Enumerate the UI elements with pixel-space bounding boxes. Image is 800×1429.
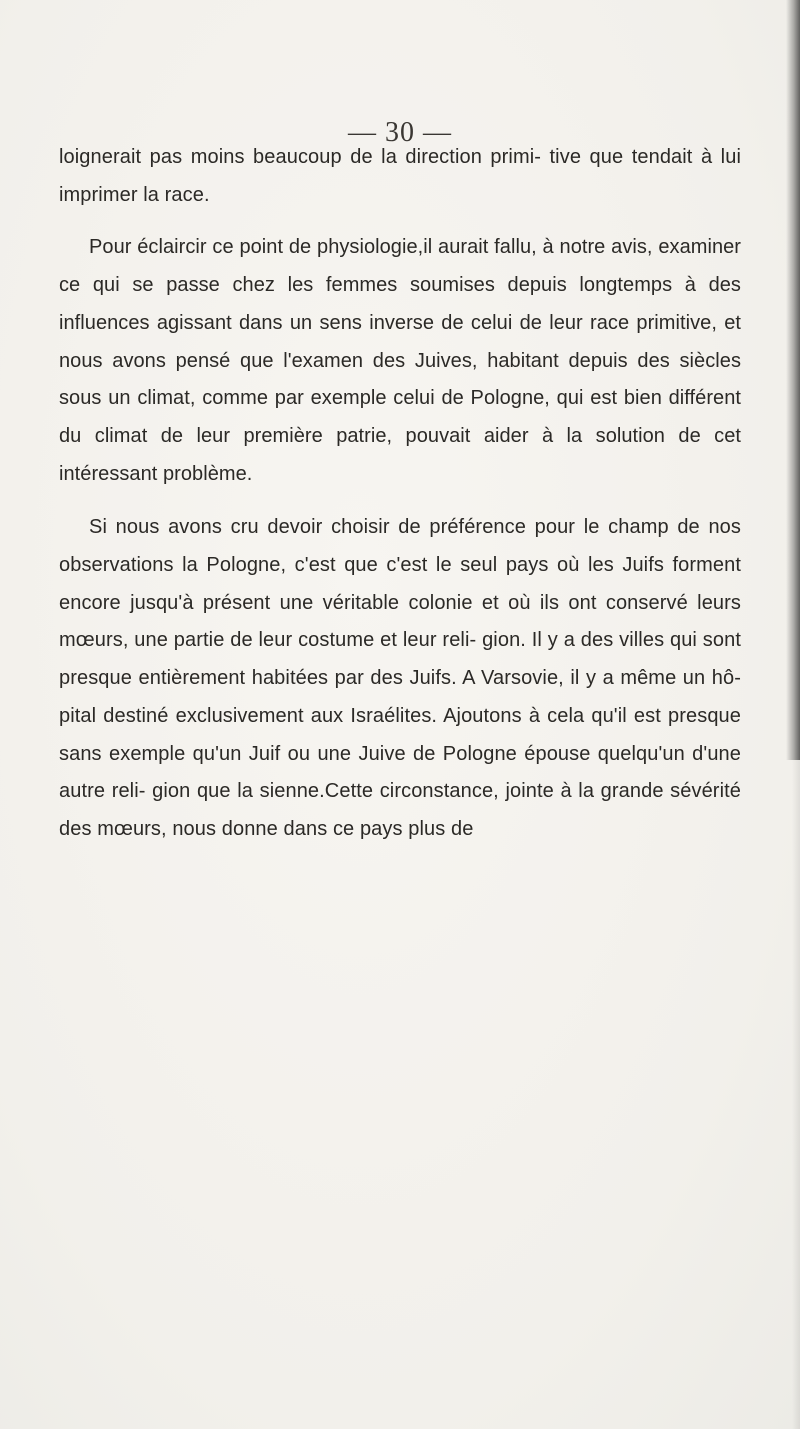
paragraph-3: Si nous avons cru devoir choisir de préférence pour le champ de nos observations la Pologne, c'est que c'est le seul pays où les Juifs forment encore jusqu'à présent une véritable colonie et où ils ont conservé leurs mœurs, une partie de leur costume et leur reli- gion. Il y a des villes qui sont presque entièrement habitées par des Juifs. A Varsovie, il y a même un hô- pital destiné exclusivement aux Israélites. Ajoutons à cela qu'il est presque sans exemple qu'un Juif ou une Juive de Pologne épouse quelqu'un d'une autre reli- gion que la sienne.Cette circonstance, jointe à la grande sévérité des mœurs, nous donne dans ce pays plus de xyxy=(59,516,741,840)
paragraph-1: loignerait pas moins beaucoup de la direction primi- tive que tendait à lui imprimer la race. xyxy=(59,146,741,206)
page-edge-fade xyxy=(792,760,800,1429)
body-text xyxy=(59,139,741,849)
paragraph-2: Pour éclaircir ce point de physiologie,il aurait fallu, à notre avis, examiner ce qui se passe chez les femmes soumises depuis longtemps à des influences agissant dans un sens inverse de celui de leur race primitive, et nous avons pensé que l'examen des Juives, habitant depuis des siècles sous un climat, comme par exemple celui de Pologne, qui est bien différent du climat de leur première patrie, pouvait aider à la solution de cet intéressant problème. xyxy=(59,236,741,485)
page-number: — 30 — xyxy=(348,117,452,148)
page-edge-shadow xyxy=(786,0,800,760)
